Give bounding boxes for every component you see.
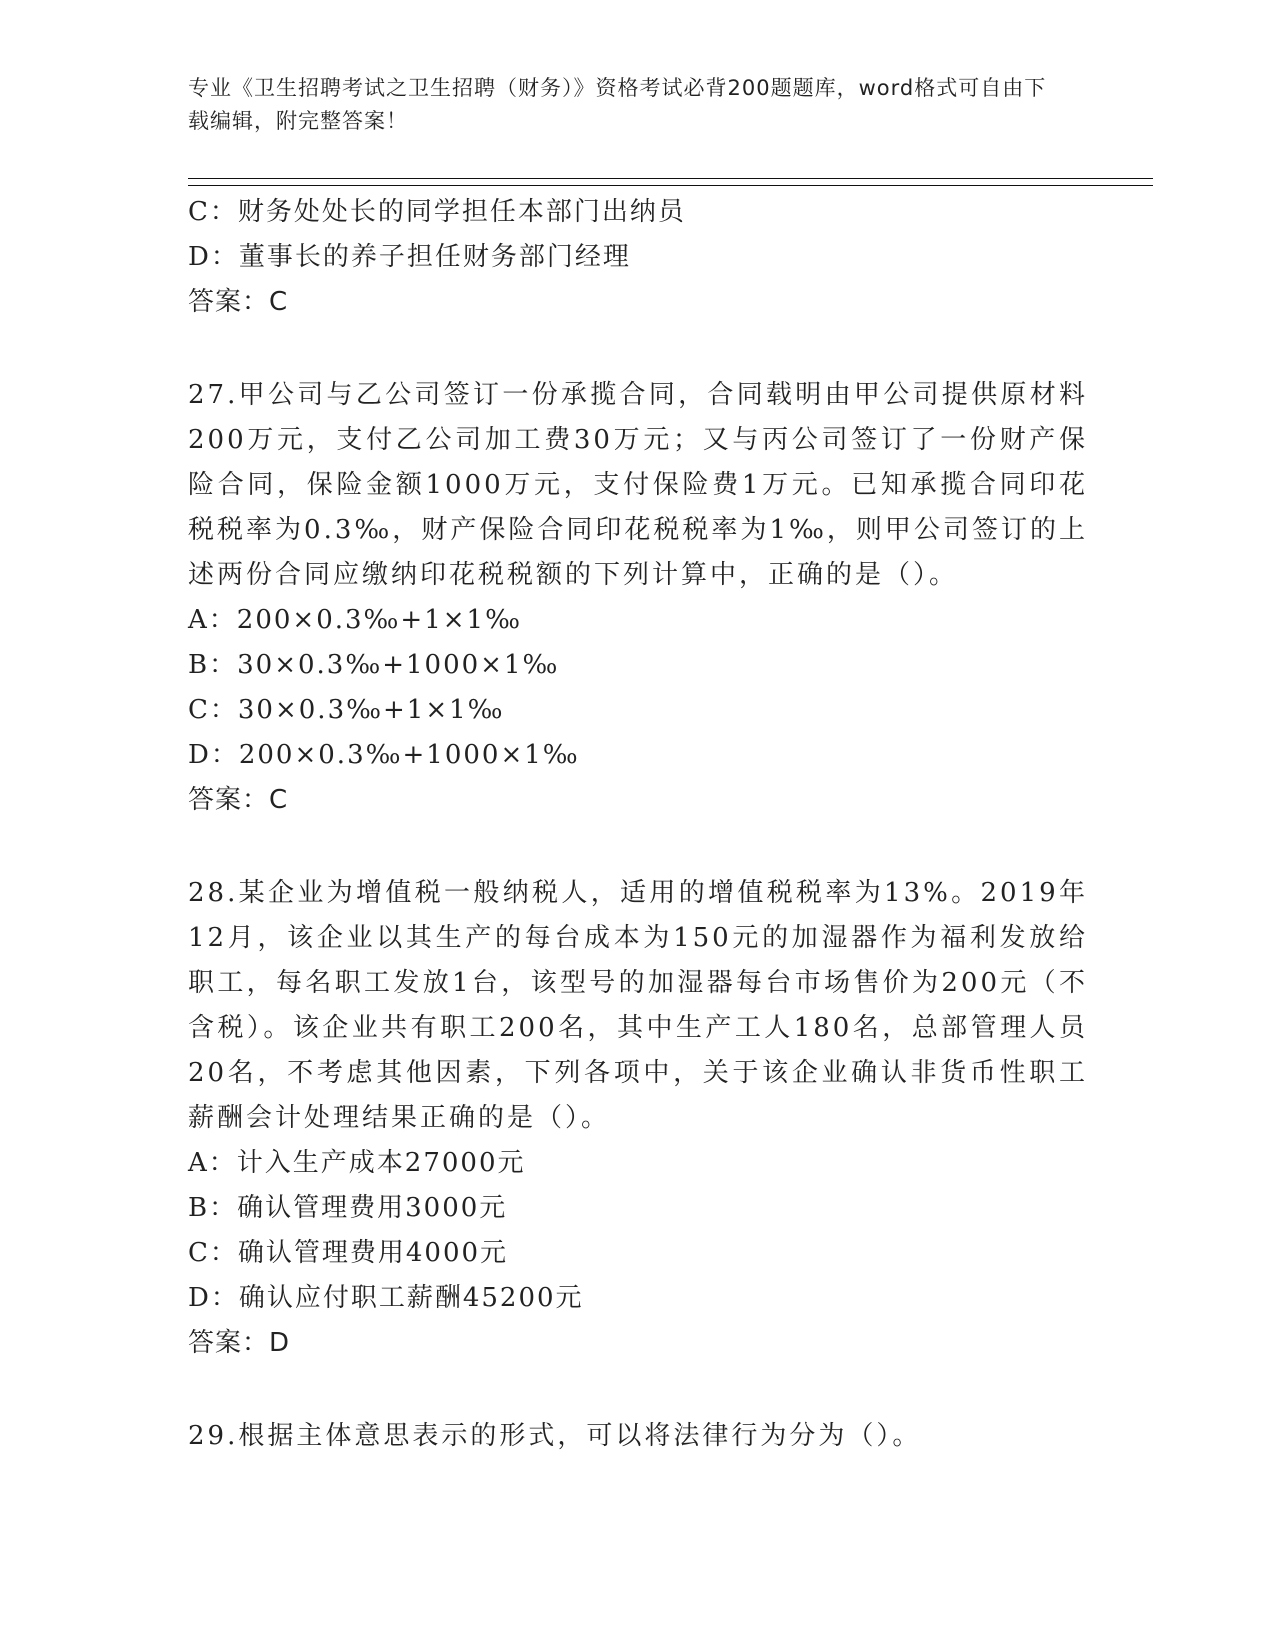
- question-text: 28.某企业为增值税一般纳税人，适用的增值税税率为13%。2019年12月，该企业以其生产的每台成本为150元的加湿器作为福利发放给职工，每名职工发放1台，该型号的加湿器每台市场售价为200元（不含税）。该企业共有职工200名，其中生产工人180名，总部管理人员20名，不考虑其他因素，下列各项中，关于该企业确认非货币性职工薪酬会计处理结果正确的是（）。: [188, 878, 1088, 1133]
- option-d: D：200×0.3‰+1000×1‰: [188, 740, 580, 770]
- option-b: B：确认管理费用3000元: [188, 1193, 508, 1223]
- answer-line: 答案：C: [188, 287, 289, 317]
- question-text: 29.根据主体意思表示的形式，可以将法律行为分为（）。: [188, 1421, 922, 1451]
- header-divider-bottom: [188, 185, 1153, 186]
- option-c: C：确认管理费用4000元: [188, 1238, 509, 1268]
- option-b: B：30×0.3‰+1000×1‰: [188, 650, 560, 680]
- option-d: D：确认应付职工薪酬45200元: [188, 1283, 584, 1313]
- option-d: D：董事长的养子担任财务部门经理: [188, 242, 631, 272]
- header-divider-top: [188, 178, 1153, 179]
- question-29: [188, 1414, 1088, 1459]
- question-text: 27.甲公司与乙公司签订一份承揽合同，合同载明由甲公司提供原材料200万元，支付乙公司加工费30万元；又与丙公司签订了一份财产保险合同，保险金额1000万元，支付保险费1万元。已知承揽合同印花税税率为0.3‰，财产保险合同印花税税率为1‰，则甲公司签订的上述两份合同应缴纳印花税税额的下列计算中，正确的是（）。: [188, 380, 1088, 590]
- question-27: [188, 373, 1088, 823]
- question-28: [188, 871, 1088, 1366]
- document-header: 专业《卫生招聘考试之卫生招聘（财务）》资格考试必背200题题库，word格式可自由下载编辑，附完整答案！: [188, 76, 1047, 133]
- option-a: A：计入生产成本27000元: [188, 1148, 526, 1178]
- answer-line: 答案：D: [188, 1328, 291, 1358]
- answer-line: 答案：C: [188, 785, 289, 815]
- option-c: C：财务处处长的同学担任本部门出纳员: [188, 197, 686, 227]
- previous-question-tail: [188, 190, 1088, 325]
- option-c: C：30×0.3‰+1×1‰: [188, 695, 505, 725]
- option-a: A：200×0.3‰+1×1‰: [188, 605, 522, 635]
- document-body: [188, 190, 1088, 1459]
